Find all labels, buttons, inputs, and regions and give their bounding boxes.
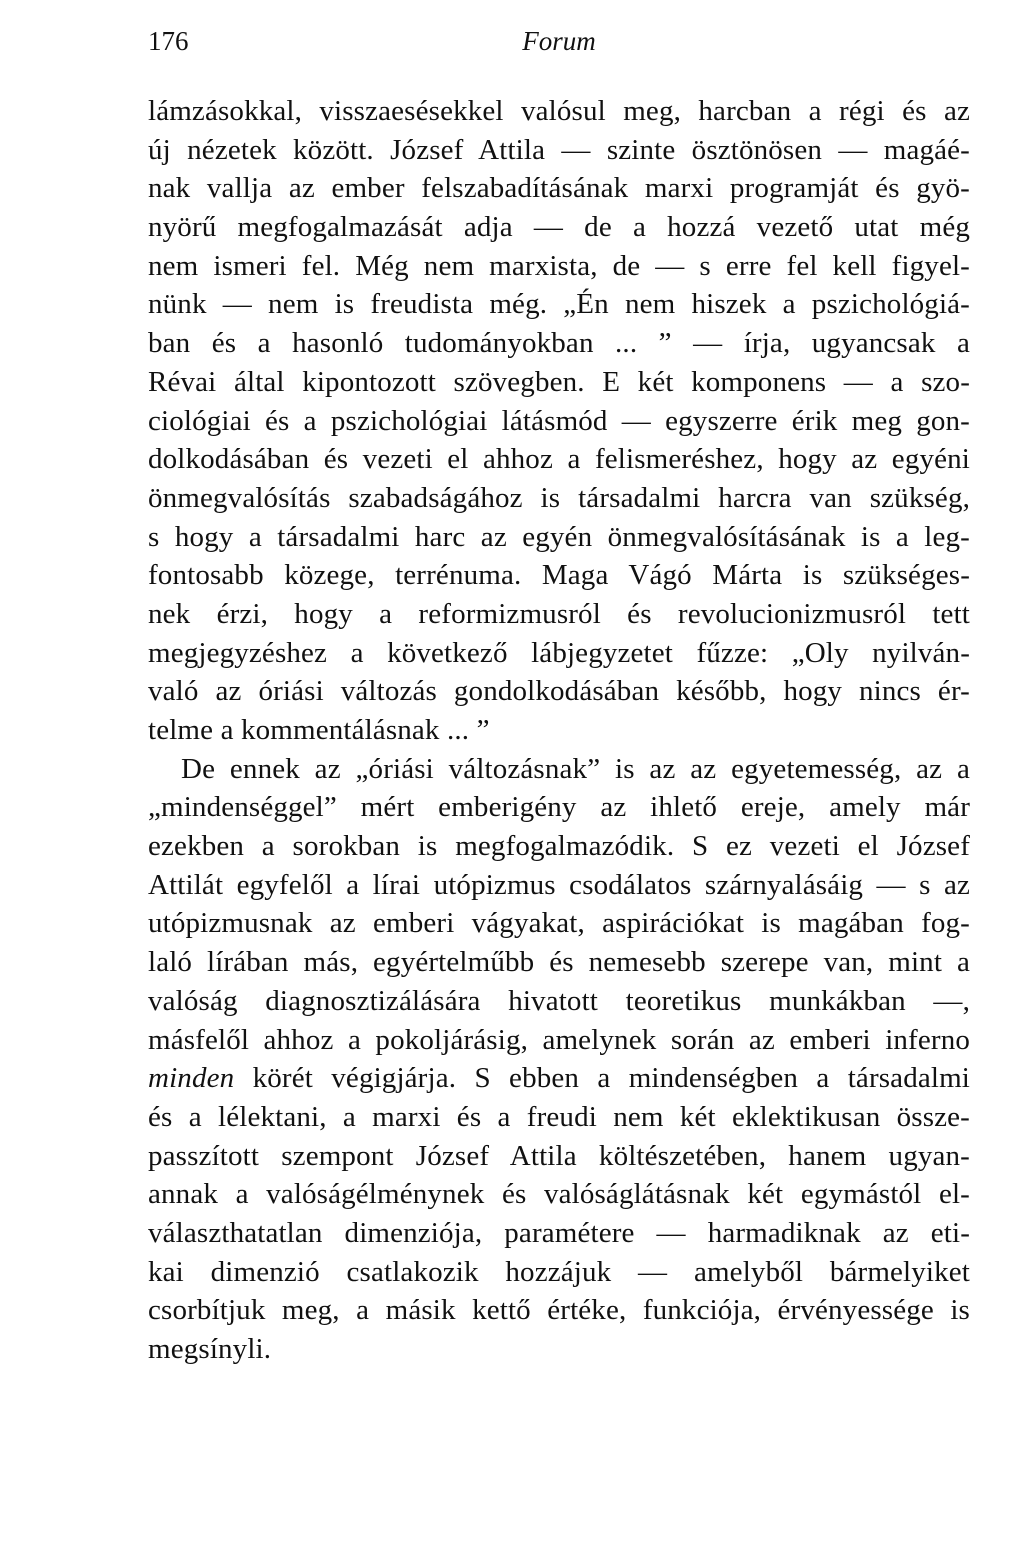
text-line: csorbítjuk meg, a másik kettő értéke, funkciója, érvényessége is — [148, 1294, 970, 1327]
journal-title: Forum — [522, 26, 596, 56]
text-line: másfelől ahhoz a pokoljárásig, amelynek során az emberi inferno — [148, 1023, 970, 1056]
text-line: kai dimenzió csatlakozik hozzájuk — amelyből bármelyiket — [148, 1255, 970, 1288]
text-line: s hogy a társadalmi harc az egyén önmegvalósításának is a leg- — [148, 520, 970, 553]
text-line: új nézetek között. József Attila — szinte ösztönösen — magáé- — [148, 133, 970, 166]
text-line: laló lírában más, egyértelműbb és nemesebb szerepe van, mint a — [148, 946, 970, 979]
text-line: nak vallja az ember felszabadításának marxi programját és gyö- — [148, 172, 970, 205]
text-line: megjegyzéshez a következő lábjegyzetet fűzze: „Oly nyilván- — [148, 636, 970, 669]
text-line: választhatatlan dimenziója, paramétere — harmadiknak az eti- — [148, 1216, 970, 1249]
text-line: megsínyli. — [148, 1333, 272, 1365]
text-line: Révai által kipontozott szövegben. E két komponens — a szo- — [148, 365, 970, 398]
text-line: annak a valóságélménynek és valóságlátásnak két egymástól el- — [148, 1178, 970, 1211]
text-line: önmegvalósítás szabadságához is társadalmi harcra van szükség, — [148, 481, 970, 514]
text-line: valóság diagnosztizálására hivatott teoretikus munkákban —, — [148, 984, 970, 1017]
text-line: ban és a hasonló tudományokban ... ” — írja, ugyancsak a — [148, 327, 970, 360]
text-line: való az óriási változás gondolkodásában később, hogy nincs ér- — [148, 675, 970, 708]
text-line: nem ismeri fel. Még nem marxista, de — s erre fel kell figyel- — [148, 249, 970, 282]
text-line: Attilát egyfelől a lírai utópizmus csodálatos szárnyalásáig — s az — [148, 868, 970, 901]
emphasized-word: minden — [148, 1062, 235, 1095]
body-text — [148, 92, 970, 1369]
text-line: és a lélektani, a marxi és a freudi nem két eklektikusan össze- — [148, 1100, 970, 1133]
paragraph-1 — [148, 92, 970, 750]
text-line: lámzásokkal, visszaesésekkel valósul meg, harcban a régi és az — [148, 95, 970, 127]
paragraph-2 — [148, 750, 970, 1369]
text-line: passzított szempont József Attila költészetében, hanem ugyan- — [148, 1139, 970, 1172]
text-line: nünk — nem is freudista még. „Én nem hiszek a pszichológiá- — [148, 288, 970, 321]
text-line: ezekben a sorokban is megfogalmazódik. S ez vezeti el József — [148, 830, 970, 863]
text-line: nyörű megfogalmazását adja — de a hozzá vezető utat még — [148, 211, 970, 244]
text-line: De ennek az „óriási változásnak” is az az egyetemesség, az a — [181, 752, 970, 785]
text-line: ciológiai és a pszichológiai látásmód — egyszerre érik meg gon- — [148, 404, 970, 437]
text-line-with-emphasis — [148, 1059, 970, 1098]
line-remainder: körét végigjárja. S ebben a mindenségben a társadalmi — [234, 1062, 970, 1095]
text-line: „mindenséggel” mért emberigény az ihlető ereje, amely már — [148, 791, 970, 824]
text-line: utópizmusnak az emberi vágyakat, aspirációkat is magában fog- — [148, 907, 970, 940]
text-line: fontosabb közege, terrénuma. Maga Vágó Márta is szükséges- — [148, 559, 970, 592]
text-line: dolkodásában és vezeti el ahhoz a felismeréshez, hogy az egyéni — [148, 443, 970, 476]
running-head — [148, 26, 970, 66]
text-line: telme a kommentálásnak ... ” — [148, 714, 490, 746]
text-line: nek érzi, hogy a reformizmusról és revolucionizmusról tett — [148, 597, 970, 630]
page-number: 176 — [148, 26, 189, 56]
